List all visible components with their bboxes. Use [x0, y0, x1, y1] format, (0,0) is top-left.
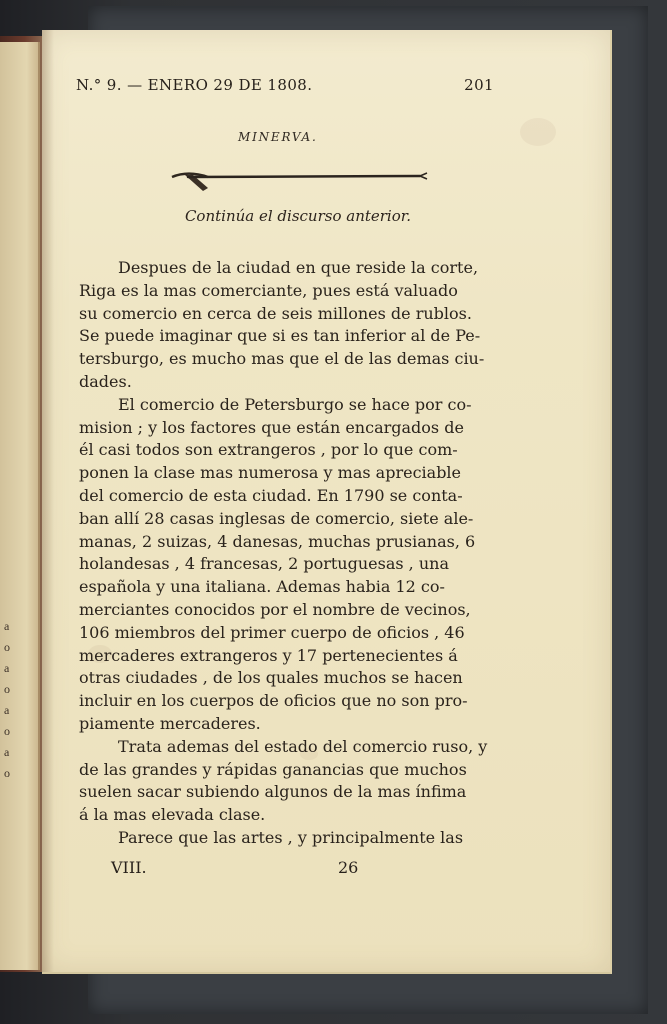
ornamental-divider	[168, 166, 430, 194]
body-line: ponen la clase mas numerosa y mas apreciable	[79, 463, 462, 483]
left-page-fragment: o	[4, 682, 10, 696]
gathering-number: 26	[338, 858, 359, 877]
signature-mark: VIII.	[111, 858, 147, 877]
running-title: MINERVA.	[238, 130, 318, 144]
page-number: 201	[464, 76, 494, 94]
body-line: piamente mercaderes.	[79, 713, 261, 733]
left-page-fragments	[4, 616, 28, 784]
body-line: incluir en los cuerpos de oficios que no son pro-	[79, 691, 468, 711]
left-page-fragment: a	[4, 619, 10, 633]
page-footer	[111, 858, 381, 880]
body-line: merciantes conocidos por el nombre de vecinos,	[79, 599, 471, 619]
body-line: dades.	[79, 371, 132, 391]
body-line: mercaderes extrangeros y 17 pertenecientes á	[79, 645, 458, 665]
body-line: ban allí 28 casas inglesas de comercio, siete ale-	[79, 508, 474, 528]
body-line: otras ciudades , de los quales muchos se hacen	[79, 668, 463, 688]
body-line: Se puede imaginar que si es tan inferior al de Pe-	[79, 326, 481, 346]
page-header	[76, 76, 494, 104]
paper-stain	[520, 118, 556, 146]
article-body	[79, 257, 517, 850]
body-line: suelen sacar subiendo algunos de la mas ínfima	[79, 782, 467, 802]
body-line: del comercio de esta ciudad. En 1790 se conta-	[79, 485, 463, 505]
body-line: á la mas elevada clase.	[79, 805, 266, 825]
body-line: española y una italiana. Ademas habia 12 co-	[79, 577, 445, 597]
page-gutter-shadow	[42, 30, 54, 972]
left-page-fragment: a	[4, 661, 10, 675]
left-page-fragment: o	[4, 724, 10, 738]
body-line: de las grandes y rápidas ganancias que muchos	[79, 759, 467, 779]
body-line: Despues de la ciudad en que reside la corte,	[118, 258, 479, 277]
body-line: manas, 2 suizas, 4 danesas, muchas prusianas, 6	[79, 531, 476, 551]
body-line: El comercio de Petersburgo se hace por co-	[118, 394, 472, 414]
left-page-fragment: o	[4, 640, 10, 654]
body-line: Riga es la mas comerciante, pues está valuado	[79, 280, 458, 300]
body-line: tersburgo, es mucho mas que el de las demas ciu-	[79, 349, 485, 369]
issue-date-header: N.° 9. — ENERO 29 DE 1808.	[76, 76, 313, 94]
body-line: holandesas , 4 francesas, 2 portuguesas , una	[79, 554, 449, 574]
body-line: 106 miembros del primer cuerpo de oficios , 46	[79, 622, 465, 642]
section-title: Continúa el discurso anterior.	[184, 207, 412, 225]
body-line: él casi todos son extrangeros , por lo que com-	[79, 440, 458, 460]
body-line: mision ; y los factores que están encargados de	[79, 417, 464, 437]
body-line: Parece que las artes , y principalmente las	[118, 827, 464, 847]
left-page-fragment: a	[4, 745, 10, 759]
body-line: su comercio en cerca de seis millones de rublos.	[79, 303, 472, 323]
left-page-fragment: o	[4, 766, 10, 780]
left-page-fragment: a	[4, 703, 10, 717]
body-line: Trata ademas del estado del comercio ruso, y	[118, 736, 488, 756]
left-page-edge	[0, 42, 40, 970]
